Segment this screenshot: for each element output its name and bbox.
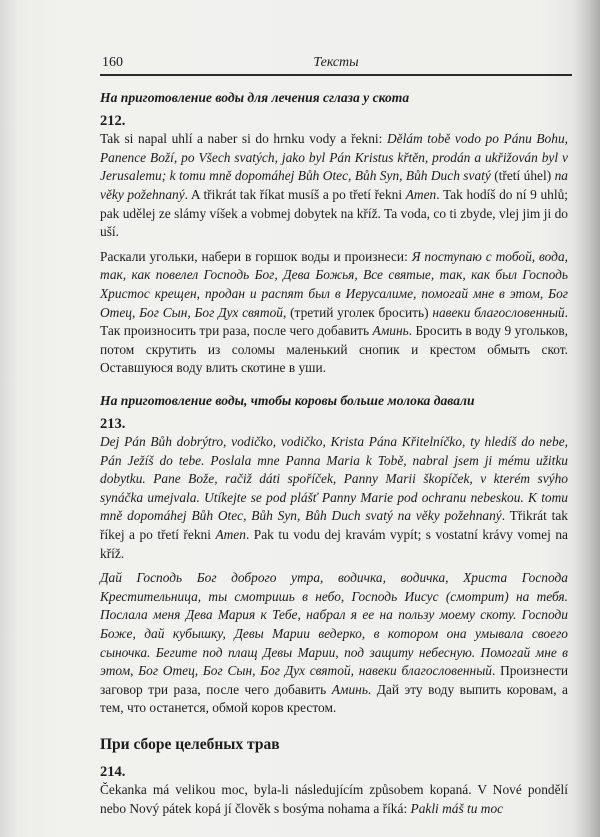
- italic-run: Я поступаю с тобой, вода, так, как повелел Господь Бог, Дева Божья, Все святые, так, как был Господь Христос крещен, продан и распят был в Иерусалиме, помогай мне в этом, Бог Отец, Бог Сын, Бог Дух святой: [100, 248, 568, 320]
- italic-run: Pakli máš tu moc: [410, 800, 504, 816]
- italic-run: навеки благословенный: [432, 304, 565, 320]
- text-run: . Дай эту воду выпить коровам, а тем, что останется, обмой коров крестом.: [100, 681, 568, 716]
- text-run: . Произнести заговор три раза, после чего добавить: [100, 663, 568, 697]
- czech-text: [100, 130, 568, 242]
- italic-run: Dej Pán Bůh dobrýtro, vodičko, vodičko, Krista Pána Křitelníčko, ty hledíš do nebe, Pán Ježíš do tebe. Poslala mne Panna Maria k Tobě, nabral jsem ji mému užitku dobytku. Pane Bože, račiž dáti spoříček, Panny Marii škopíček, v kterém svýho synáčka umejvala. Utíkejte se pod plášť Panny Marie pod ochranu nebeskou. K tomu mně dopomáhej Bůh Otec, Bůh Syn, Bůh Duch svatý na věky požehnaný: [100, 434, 568, 524]
- italic-run: Аминь: [372, 323, 409, 339]
- text-run: . Бросить в воду 9 угольков, потом скрутить из соломы маленький снопик и крестом обмыть скот. Оставшуюся воду влить скотине в уши.: [100, 323, 568, 376]
- section-212: [100, 89, 568, 378]
- text-run: . Tak hodíš do ní 9 uhlů; pak udělej ze slámy víšek a vobmej dobytek na kříž. Ta voda, co ti zbyde, vlej jim ji do uší.: [100, 186, 568, 240]
- section-title: На приготовление воды для лечения сглаза у скота: [100, 90, 410, 105]
- running-title: Тексты: [313, 55, 359, 70]
- italic-run: Dělám tobě vodo po Pánu Bohu, Panence Boží, po Všech svatých, jako byl Pán Kristus křtěn, prodán a ukřižován byl v Jerusalemu; k tomu mně dopomáhej Bůh Otec, Bůh Syn, Bůh Duch svatý: [100, 131, 568, 184]
- czech-text: [100, 433, 568, 563]
- text-run: Раскали угольки, набери в горшок воды и произнеси:: [100, 248, 412, 264]
- text-run: , (третий уголек бросить): [282, 304, 433, 320]
- section-title: При сборе целебных трав: [100, 736, 280, 753]
- russian-translation: [100, 569, 568, 718]
- text-run: Tak si napal uhlí a naber si do hrnku vody a řekni:: [100, 131, 387, 147]
- text-run: . Pak tu vodu dej kravám vypít; s vostatní krávy vomej na kříž.: [100, 527, 568, 561]
- text-run: . A třikrát tak říkat musíš a po třetí řekni: [184, 186, 406, 202]
- italic-run: Дай Господь Бог доброго утра, водичка, водичка, Христа Господа Крестительница, ты смотришь в небо, Господь Иисус (смотрит) на тебя. Послала меня Дева Мария к Тебе, набрал я ее на пользу моему скоту. Господи Боже, дай кубышку, Девы Марии ведерко, в котором она умывала своего сыночка. Бегите под плащ Девы Марии, под защиту небесную. Помогай мне в этом, Бог Отец, Бог Сын, Бог Дух святой, навеки благословенный: [100, 570, 568, 679]
- section-214: [100, 736, 568, 818]
- text-run: (třetí úhel): [490, 168, 555, 184]
- section-title: На приготовление воды, чтобы коровы больше молока давали: [100, 392, 475, 408]
- italic-run: Amen: [215, 527, 246, 543]
- page-body: [100, 85, 568, 824]
- charm-number: 213.: [100, 415, 126, 432]
- italic-run: Amen: [405, 186, 437, 202]
- charm-number: 214.: [100, 763, 126, 780]
- czech-text: [100, 781, 568, 818]
- text-run: . Třikrát tak říkej a po třetí řekni: [100, 508, 569, 543]
- running-header: [100, 52, 572, 76]
- page-number: 160: [102, 55, 123, 70]
- text-run: . Так произносить три раза, после чего добавить: [100, 304, 568, 339]
- section-213: [100, 392, 568, 718]
- text-run: Čekanka má velikou moc, byla-li následujícím způsobem kopaná. V Nové pondělí nebo Nový pátek kopá jí člověk s bosýma nohama a říká:: [100, 782, 568, 816]
- italic-run: na věky požehnaný: [100, 168, 568, 202]
- russian-translation: [100, 248, 568, 378]
- charm-number: 212.: [100, 112, 126, 129]
- page-edge-shadow: [572, 0, 600, 837]
- italic-run: Аминь: [331, 681, 368, 697]
